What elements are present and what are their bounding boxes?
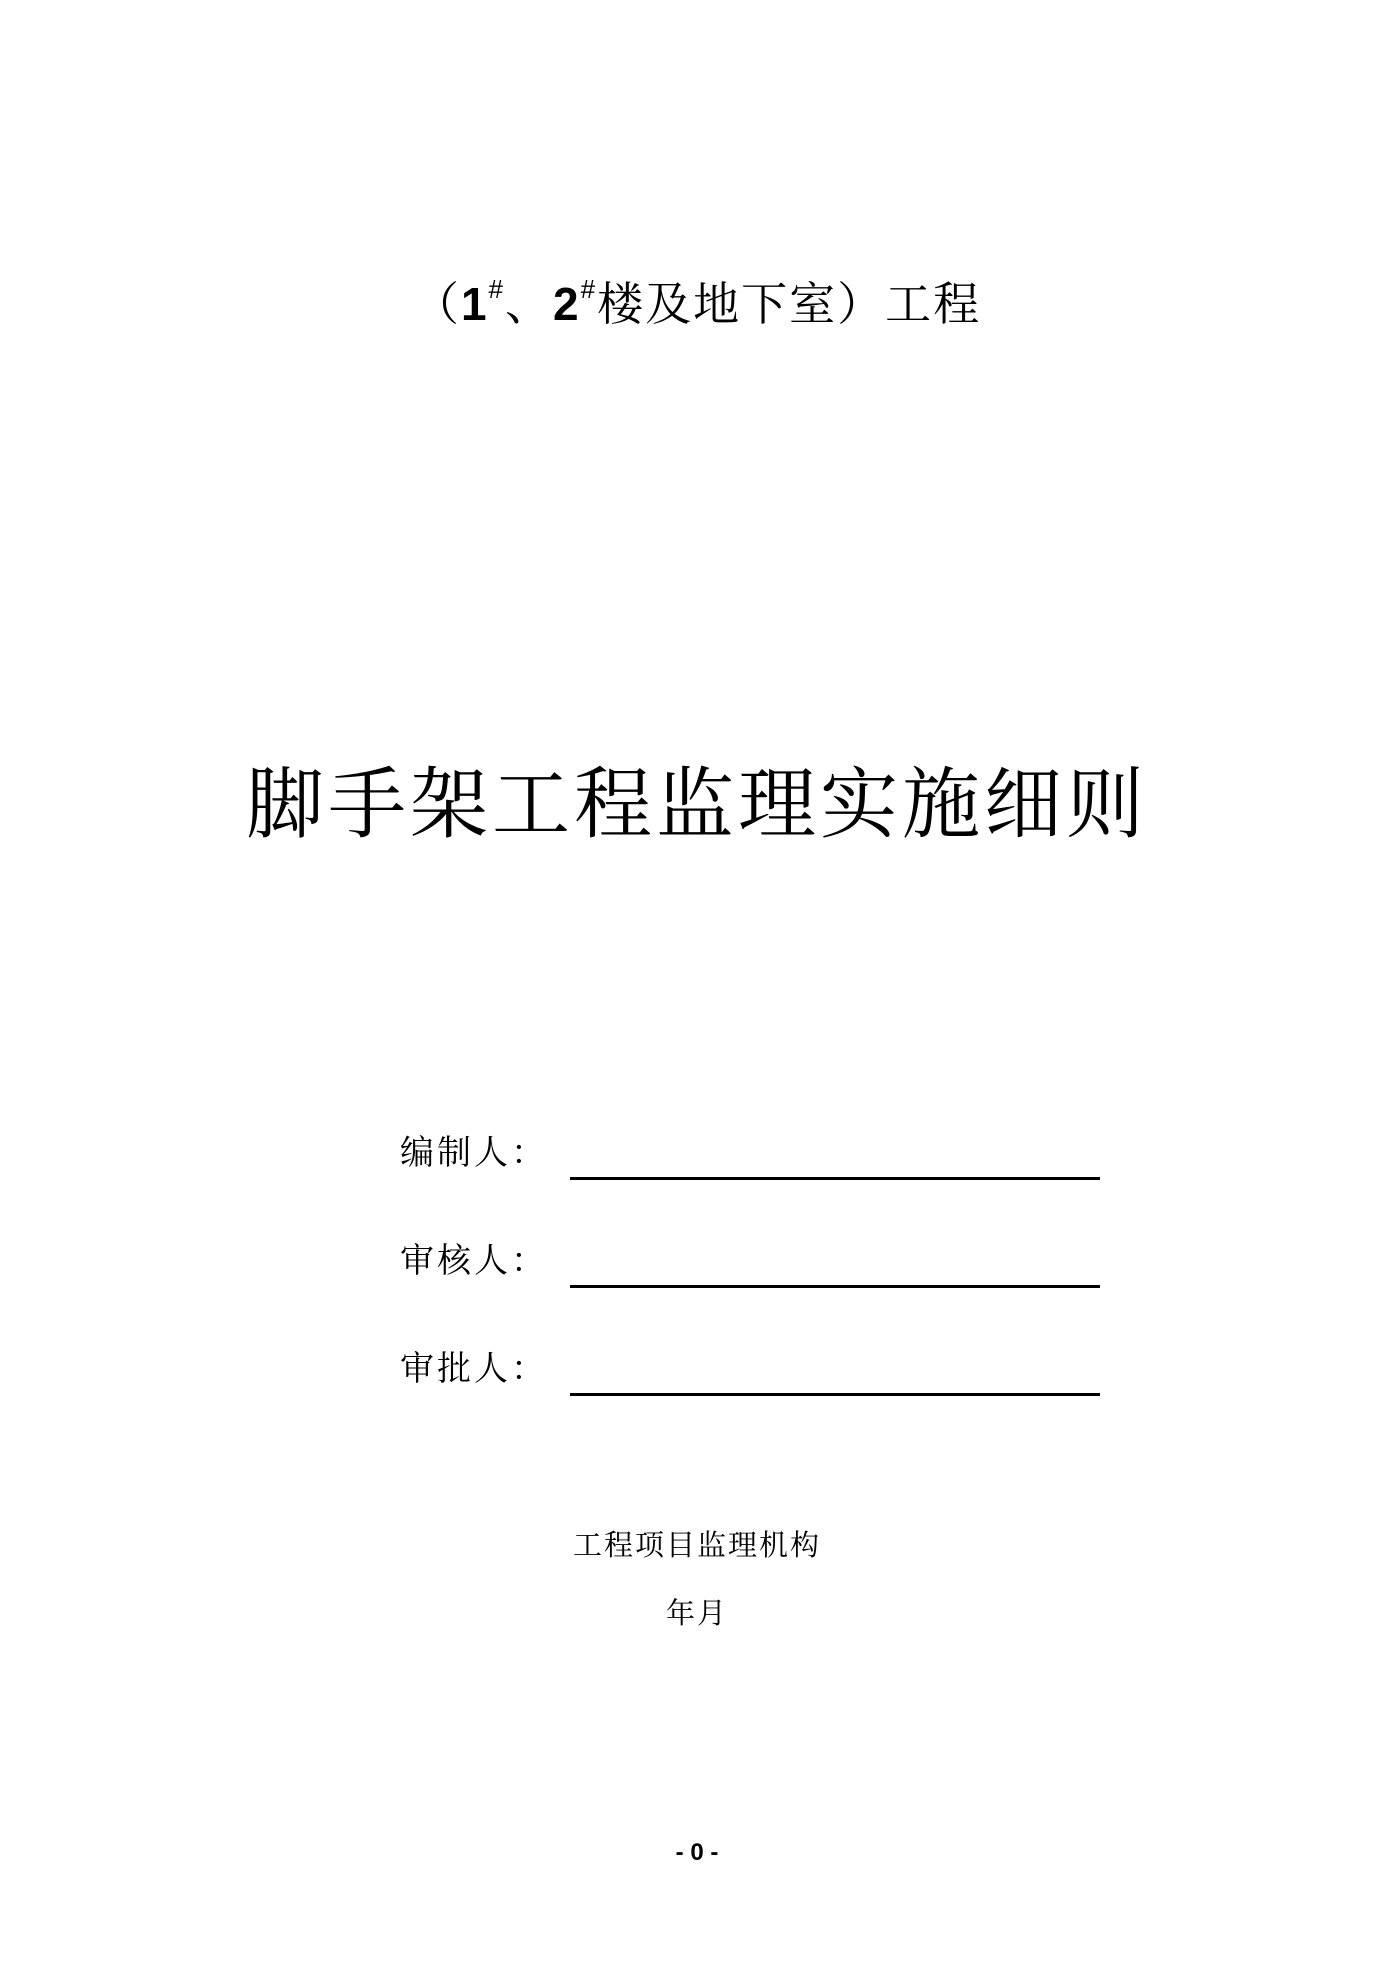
- page-number: - 0 -: [675, 1839, 719, 1866]
- signature-row-compiler: [400, 1120, 1100, 1180]
- reviewer-label: 审核人：: [400, 1241, 548, 1281]
- approver-label: 审批人：: [400, 1349, 548, 1389]
- signature-row-approver: [400, 1336, 1100, 1396]
- signature-row-reviewer: [400, 1228, 1100, 1288]
- compiler-signature-line: [570, 1177, 1100, 1180]
- open-paren: （: [412, 277, 461, 331]
- approver-signature-line: [570, 1393, 1100, 1396]
- number-mark-2: #: [580, 274, 598, 304]
- building-number-2: 2: [553, 278, 581, 330]
- compiler-label: 编制人：: [400, 1133, 548, 1173]
- reviewer-signature-line: [570, 1285, 1100, 1288]
- number-mark-1: #: [488, 274, 505, 304]
- document-title: 脚手架工程监理实施细则: [245, 760, 1148, 850]
- project-name-rest: 楼及地下室）工程: [597, 277, 982, 331]
- organization-name: 工程项目监理机构: [572, 1528, 821, 1562]
- date-line: 年月: [665, 1596, 728, 1630]
- building-number-1: 1: [460, 278, 489, 330]
- project-name: [0, 268, 1394, 334]
- separator: 、: [505, 277, 553, 331]
